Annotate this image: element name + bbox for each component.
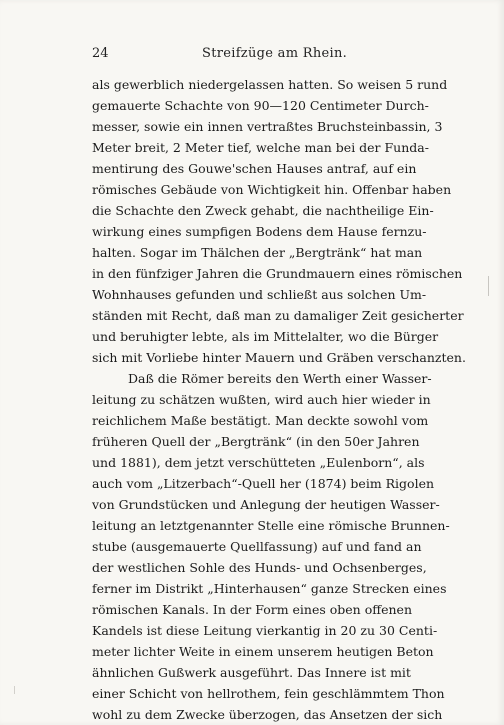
text-line: und beruhigter lebte, als im Mittelalter, wo die Bürger	[92, 329, 439, 344]
text-line: sich mit Vorliebe hinter Mauern und Gräben verschanzten.	[92, 350, 466, 365]
text-line: mentirung des Gouwe'schen Hauses antraf, auf ein	[92, 161, 417, 176]
text-line: ständen mit Recht, daß man zu damaliger Zeit gesicherter	[92, 308, 464, 323]
text-line: leitung an letztgenannter Stelle eine römische Brunnen-	[92, 518, 450, 533]
page-header	[92, 46, 432, 64]
text-line: meter lichter Weite in einem unserem heutigen Beton	[92, 644, 434, 659]
text-line: früheren Quell der „Bergtränk“ (in den 50er Jahren	[92, 434, 420, 449]
page-number: 24	[92, 46, 109, 61]
running-title: Streifzüge am Rhein.	[202, 46, 348, 61]
text-line: halten. Sogar im Thälchen der „Bergtränk“ hat man	[92, 245, 423, 260]
text-line: Daß die Römer bereits den Werth einer Wasser-	[128, 371, 432, 386]
text-line: ferner im Distrikt „Hinterhausen“ ganze Strecken eines	[92, 581, 447, 596]
text-line: von Grundstücken und Anlegung der heutigen Wasser-	[92, 497, 440, 512]
text-line: römisches Gebäude von Wichtigkeit hin. Offenbar haben	[92, 182, 452, 197]
text-line: ähnlichen Gußwerk ausgeführt. Das Innere ist mit	[92, 665, 411, 680]
text-line: römischen Kanals. In der Form eines oben offenen	[92, 602, 413, 617]
margin-mark	[488, 276, 495, 296]
text-line: der westlichen Sohle des Hunds- und Ochsenberges,	[92, 560, 427, 575]
text-line: in den fünfziger Jahren die Grundmauern eines römischen	[92, 266, 463, 281]
text-line: gemauerte Schachte von 90—120 Centimeter Durch-	[92, 98, 429, 113]
text-line: als gewerblich niedergelassen hatten. So weisen 5 rund	[92, 77, 448, 92]
text-line: stube (ausgemauerte Quellfassung) auf und fand an	[92, 539, 422, 554]
body-text	[92, 74, 466, 725]
corner-mark	[14, 686, 21, 694]
text-line: leitung zu schätzen wußten, wird auch hier wieder in	[92, 392, 431, 407]
text-line: Kandels ist diese Leitung vierkantig in 20 zu 30 Centi-	[92, 623, 438, 638]
text-line: reichlichem Maße bestätigt. Man deckte sowohl vom	[92, 413, 429, 428]
text-line: Meter breit, 2 Meter tief, welche man bei der Funda-	[92, 140, 429, 155]
text-line: und 1881), dem jetzt verschütteten „Eulenborn“, als	[92, 455, 425, 470]
text-line: auch vom „Litzerbach“-Quell her (1874) beim Rigolen	[92, 476, 435, 491]
text-line: einer Schicht von hellrothem, fein geschlämmtem Thon	[92, 686, 445, 701]
text-line: wohl zu dem Zwecke überzogen, das Ansetzen der sich	[92, 707, 443, 722]
text-line: wirkung eines sumpfigen Bodens dem Hause fernzu-	[92, 224, 427, 239]
text-line: Wohnhauses gefunden und schließt aus solchen Um-	[92, 287, 427, 302]
text-line: die Schachte den Zweck gehabt, die nachtheilige Ein-	[92, 203, 434, 218]
text-line: messer, sowie ein innen vertraßtes Bruchsteinbassin, 3	[92, 119, 443, 134]
